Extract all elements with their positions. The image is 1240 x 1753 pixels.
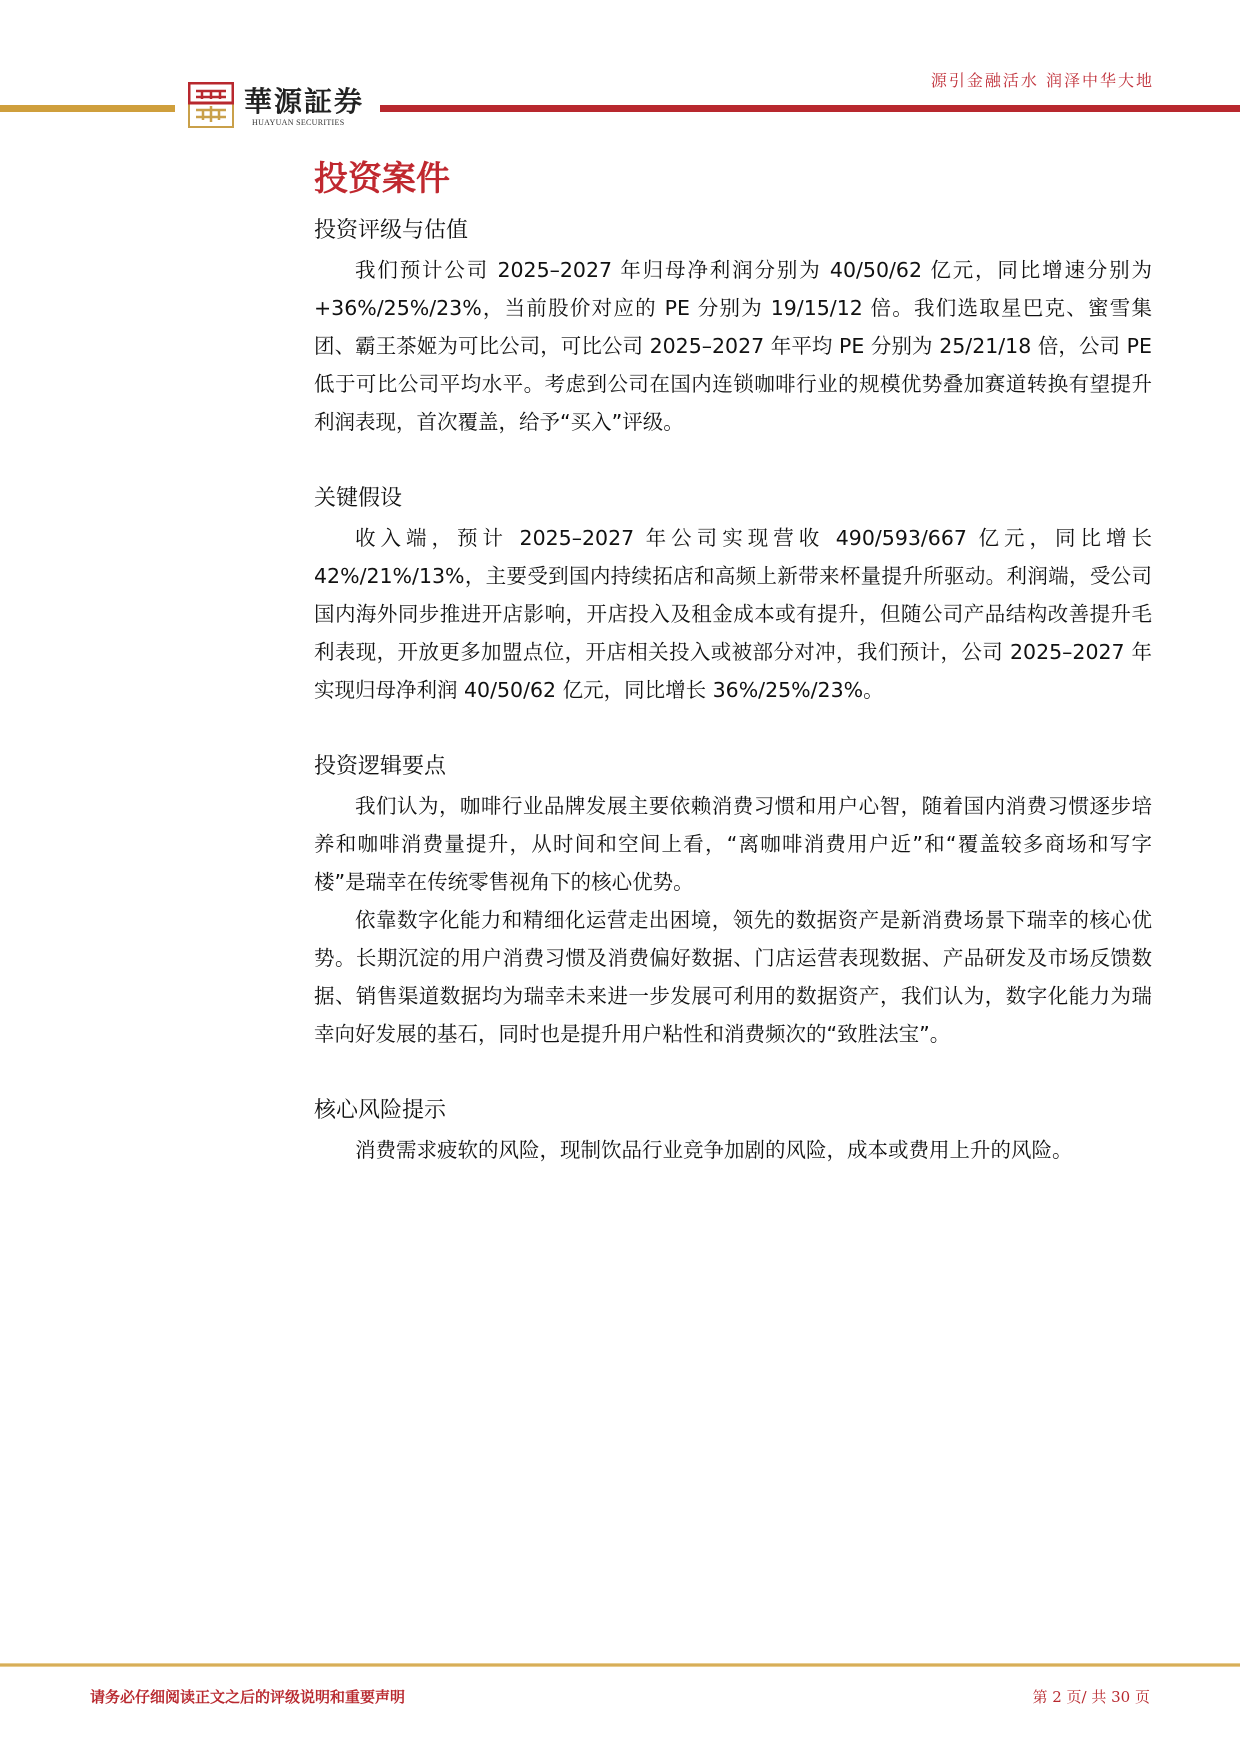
paragraph: 消费需求疲软的风险，现制饮品行业竞争加剧的风险，成本或费用上升的风险。 (355, 1138, 1073, 1162)
header-gold-rule (0, 105, 175, 112)
footer-disclaimer: 请务必仔细阅读正文之后的评级说明和重要声明 (90, 1688, 406, 1706)
paragraph: 收入端，预计 2025–2027 年公司实现营收 490/593/667 亿元，同比增长42%/21%/13%，主要受到国内持续拓店和高频上新带来杯量提升所驱动。利润端，受公司国内海外同步推进开店影响，开店投入及租金成本或有提升，但随公司产品结构改善提升毛利表现，开放更多加盟点位，开店相关投入或被部分对冲，我们预计，公司 2025–2027 年实现归母净利润 40/50/62 亿元，同比增长 36%/25%/23%。 (314, 526, 1152, 702)
section-heading: 投资评级与估值 (314, 218, 469, 243)
report-body (314, 155, 1152, 1169)
header-red-rule (380, 105, 1240, 112)
page-number: 第 2 页/ 共 30 页 (1032, 1688, 1150, 1706)
paragraph: 依靠数字化能力和精细化运营走出困境，领先的数据资产是新消费场景下瑞幸的核心优势。长期沉淀的用户消费习惯及消费偏好数据、门店运营表现数据、产品研发及市场反馈数据、销售渠道数据均为瑞幸未来进一步发展可利用的数据资产，我们认为，数字化能力为瑞幸向好发展的基石，同时也是提升用户粘性和消费频次的“致胜法宝”。 (314, 908, 1152, 1046)
footer-rule (0, 1663, 1240, 1667)
huayuan-logo-icon (188, 82, 234, 128)
section-heading: 投资逻辑要点 (314, 754, 447, 779)
brand-name: 華源証券 (244, 85, 365, 118)
section-heading: 关键假设 (314, 486, 403, 511)
section-heading: 核心风险提示 (314, 1098, 447, 1123)
page-title: 投资案件 (314, 159, 450, 199)
brand-name-en: HUAYUAN SECURITIES (252, 118, 345, 127)
slogan: 源引金融活水 润泽中华大地 (930, 71, 1154, 90)
paragraph: 我们认为，咖啡行业品牌发展主要依赖消费习惯和用户心智，随着国内消费习惯逐步培养和咖啡消费量提升，从时间和空间上看，“离咖啡消费用户近”和“覆盖较多商场和写字楼”是瑞幸在传统零售视角下的核心优势。 (314, 794, 1152, 894)
paragraph: 我们预计公司 2025–2027 年归母净利润分别为 40/50/62 亿元，同比增速分别为+36%/25%/23%，当前股价对应的 PE 分别为 19/15/12 倍。我们选取星巴克、蜜雪集团、霸王茶姬为可比公司，可比公司 2025–2027 年平均 PE 分别为 25/21/18 倍，公司 PE 低于可比公司平均水平。考虑到公司在国内连锁咖啡行业的规模优势叠加赛道转换有望提升利润表现，首次覆盖，给予“买入”评级。 (314, 258, 1152, 434)
